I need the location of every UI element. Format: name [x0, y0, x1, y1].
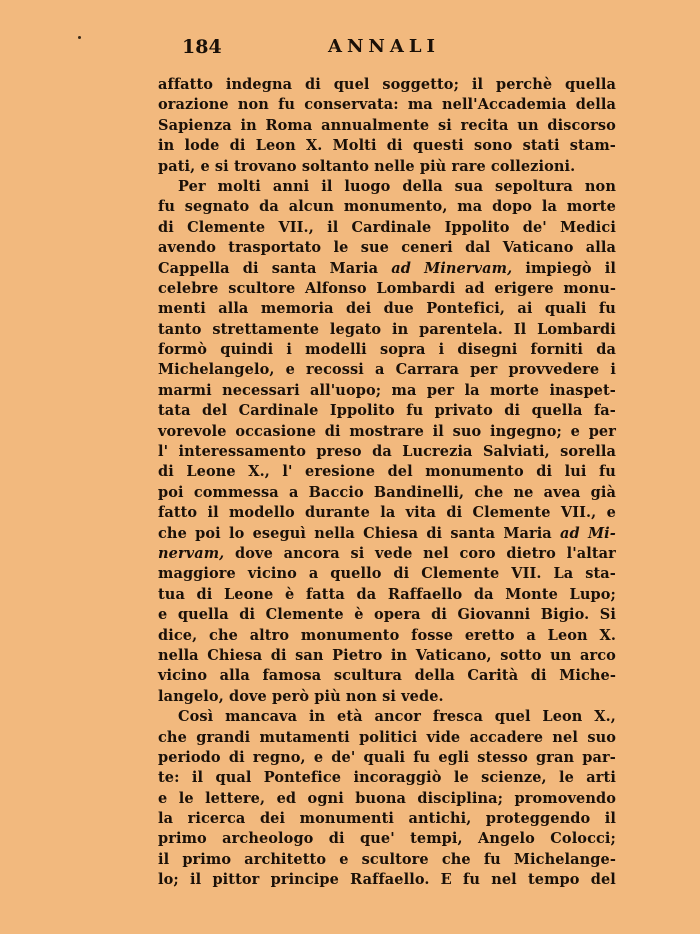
text-line: l' interessamento preso da Lucrezia Salviati, sorella: [158, 443, 616, 461]
text-line: fu segnato da alcun monumento, ma dopo la morte: [158, 198, 616, 216]
text-line: formò quindi i modelli sopra i disegni forniti da: [158, 341, 616, 359]
text-line: il primo architetto e scultore che fu Michelange-: [158, 850, 616, 868]
page-number: 184: [182, 36, 222, 58]
text-line: la ricerca dei monumenti antichi, proteggendo il: [158, 810, 616, 828]
text-line: periodo di regno, e de' quali fu egli stesso gran par-: [158, 748, 616, 766]
text-line: vicino alla famosa scultura della Carità di Miche-: [158, 667, 616, 685]
book-page: [158, 36, 616, 891]
text-line: tanto strettamente legato in parentela. Il Lombardi: [158, 320, 616, 338]
text-line: poi commessa a Baccio Bandinelli, che ne avea già: [158, 483, 616, 501]
text-line: fatto il modello durante la vita di Clemente VII., e: [158, 504, 616, 522]
text-line: Per molti anni il luogo della sua sepoltura non: [178, 177, 616, 195]
text-line: in lode di Leon X. Molti di questi sono stati stam-: [158, 137, 616, 155]
text-line: tua di Leone è fatta da Raffaello da Monte Lupo;: [158, 585, 616, 603]
text-line: marmi necessari all'uopo; ma per la morte inaspet-: [158, 381, 616, 399]
body-text: [158, 75, 616, 891]
text-line: Così mancava in età ancor fresca quel Leon X.,: [178, 708, 616, 726]
text-line: e le lettere, ed ogni buona disciplina; promovendo: [158, 789, 616, 807]
text-line: langelo, dove però più non si vede.: [158, 687, 444, 705]
text-line: lo; il pittor principe Raffaello. E fu nel tempo del: [158, 871, 616, 889]
text-line: avendo trasportato le sue ceneri dal Vaticano alla: [158, 239, 616, 257]
text-line: celebre scultore Alfonso Lombardi ad erigere monu-: [158, 279, 616, 297]
text-line: pati, e si trovano soltanto nelle più rare collezioni.: [158, 157, 576, 175]
text-line: Cappella di santa Maria ad Minervam, impiegò il: [158, 259, 616, 277]
page-header: [158, 36, 616, 62]
text-line: Sapienza in Roma annualmente si recita un discorso: [158, 116, 616, 134]
text-line: nella Chiesa di san Pietro in Vaticano, sotto un arco: [158, 646, 616, 664]
text-line: dice, che altro monumento fosse eretto a Leon X.: [158, 626, 616, 644]
text-line: che poi lo eseguì nella Chiesa di santa Maria ad Mi-: [158, 524, 616, 542]
text-line: primo archeologo di que' tempi, Angelo Colocci;: [158, 830, 616, 848]
text-line: menti alla memoria dei due Pontefici, ai quali fu: [158, 300, 616, 318]
text-line: e quella di Clemente è opera di Giovanni Bigio. Si: [158, 606, 616, 624]
ink-speck: [78, 36, 81, 39]
text-line: vorevole occasione di mostrare il suo ingegno; e per: [158, 422, 616, 440]
text-line: di Clemente VII., il Cardinale Ippolito de' Medici: [158, 218, 616, 236]
text-line: tata del Cardinale Ippolito fu privato di quella fa-: [158, 402, 616, 420]
text-line: orazione non fu conservata: ma nell'Accademia della: [158, 96, 616, 114]
text-line: te: il qual Pontefice incoraggiò le scienze, le arti: [158, 769, 616, 787]
running-title: ANNALI: [328, 36, 440, 57]
text-line: di Leone X., l' eresione del monumento di lui fu: [158, 463, 616, 481]
text-line: Michelangelo, e recossi a Carrara per provvedere i: [158, 361, 616, 379]
text-line: nervam, dove ancora si vede nel coro dietro l'altar: [158, 544, 616, 562]
text-line: affatto indegna di quel soggetto; il perchè quella: [158, 76, 616, 93]
text-line: che grandi mutamenti politici vide accadere nel suo: [158, 728, 616, 746]
text-line: maggiore vicino a quello di Clemente VII. La sta-: [158, 565, 616, 583]
